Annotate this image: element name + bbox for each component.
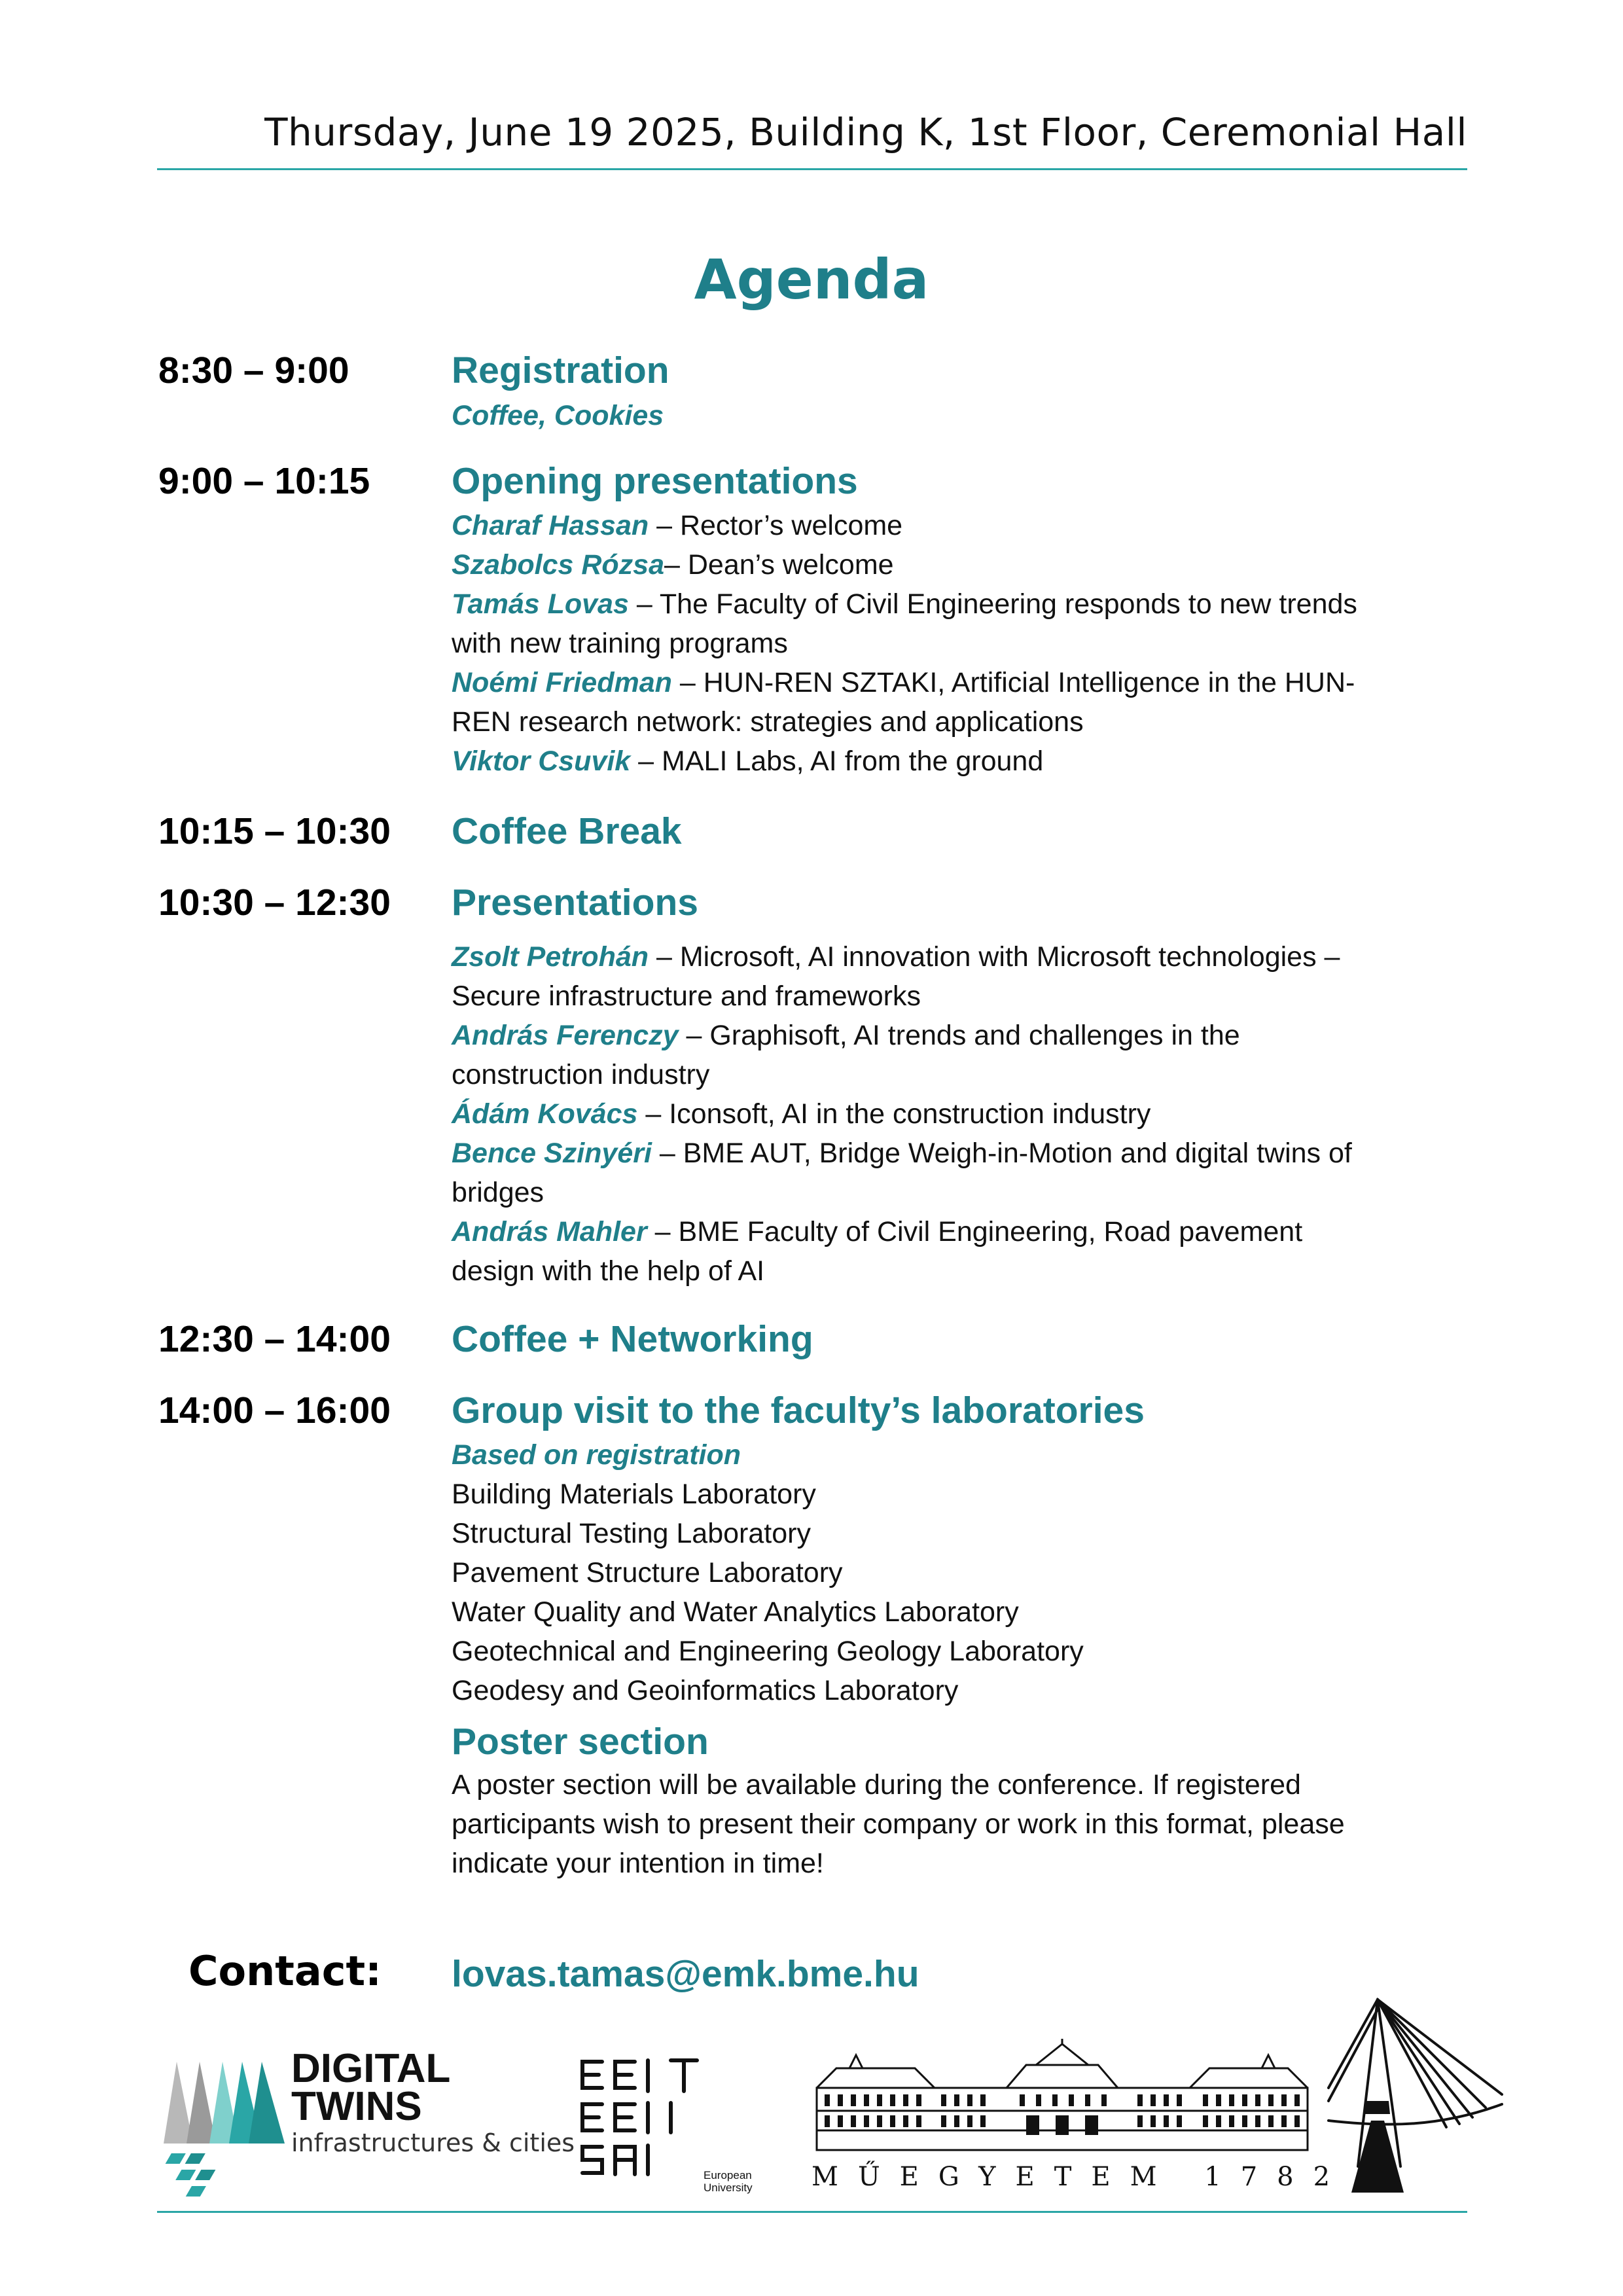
bridge-logo [1322,1996,1505,2206]
speaker-name: Tamás Lovas [452,588,629,620]
separator: – [649,941,680,973]
presentation-line [452,1134,1472,1173]
separator: – [649,510,680,541]
agenda-heading: Registration [452,350,669,391]
presentation-line [452,545,1472,584]
separator: – [637,1098,669,1130]
agenda-subtitle: Based on registration [452,1439,741,1471]
presentation-line [452,1094,1472,1134]
separator: – [678,1020,710,1051]
bridge-icon [1322,1996,1505,2206]
agenda-subtitle: Coffee, Cookies [452,400,664,431]
presentation-line [452,506,1472,545]
presentation-text: Graphisoft, AI trends and challenges in the [709,1020,1240,1051]
muegyetem-logo [810,2039,1350,2196]
presentation-text: BME Faculty of Civil Engineering, Road pavement [678,1216,1303,1247]
agenda-heading: Coffee Break [452,810,682,852]
laboratory-item: Structural Testing Laboratory [452,1518,811,1549]
agenda-time: 12:30 – 14:00 [158,1318,391,1360]
laboratory-item: Water Quality and Water Analytics Laboratory [452,1596,1019,1628]
digital-twins-logo [157,2042,575,2199]
agenda-heading: Presentations [452,882,698,924]
separator: – [647,1216,679,1247]
speaker-name: Bence Szinyéri [452,1138,652,1169]
agenda-heading: Opening presentations [452,460,858,502]
eelisa-caption-line1: European [704,2169,752,2181]
presentation-line [452,1212,1472,1251]
page-title: Agenda [694,247,929,312]
presentation-text: BME AUT, Bridge Weigh-in-Motion and digital twins of [683,1138,1352,1169]
poster-text [452,1765,1472,1883]
agenda-heading: Coffee + Networking [452,1318,813,1360]
presentation-text: Dean’s welcome [687,549,894,581]
speaker-name: András Mahler [452,1216,647,1247]
agenda-details [452,396,1472,435]
presentation-text: Iconsoft, AI in the construction industry [669,1098,1151,1130]
digital-twins-line1: DIGITAL [291,2046,451,2091]
agenda-time: 9:00 – 10:15 [158,460,370,502]
separator: – [628,588,660,620]
presentation-line [452,937,1472,977]
eelisa-logo [576,2055,772,2199]
agenda-details [452,1435,1472,1710]
presentation-continuation: REN research network: strategies and applications [452,706,1084,738]
presentation-continuation: design with the help of AI [452,1255,765,1287]
speaker-name: Zsolt Petrohán [452,941,649,973]
header-divider [157,168,1467,170]
laboratory-item: Geotechnical and Engineering Geology Laboratory [452,1636,1084,1667]
agenda-details [452,506,1472,781]
separator: – [671,667,704,698]
digital-twins-line2: TWINS [291,2084,422,2129]
agenda-time: 10:15 – 10:30 [158,810,391,852]
laboratory-item: Building Materials Laboratory [452,1479,816,1510]
separator: – [664,549,688,581]
presentation-line [452,742,1472,781]
university-building-icon [810,2039,1314,2153]
digital-twins-wordmark [291,2046,451,2129]
presentation-text: MALI Labs, AI from the ground [662,745,1044,777]
presentation-line [452,663,1472,702]
presentation-continuation: with new training programs [452,628,788,659]
poster-line: participants wish to present their company or work in this format, please [452,1808,1345,1840]
speaker-name: Ádám Kovács [452,1098,638,1130]
laboratory-item: Pavement Structure Laboratory [452,1557,843,1588]
separator: – [630,745,662,777]
footer-divider [157,2211,1467,2213]
presentation-line [452,1016,1472,1055]
agenda-heading: Group visit to the faculty’s laboratories [452,1390,1145,1431]
presentation-continuation: Secure infrastructure and frameworks [452,980,921,1012]
eelisa-caption [704,2169,753,2194]
presentation-continuation: construction industry [452,1059,710,1090]
speaker-name: András Ferenczy [452,1020,679,1051]
eelisa-mark-icon [576,2055,707,2193]
agenda-time: 10:30 – 12:30 [158,882,391,924]
eelisa-caption-line2: University [704,2181,753,2194]
presentation-text: Microsoft, AI innovation with Microsoft technologies – [679,941,1340,973]
presentation-line [452,584,1472,624]
event-info: Thursday, June 19 2025, Building K, 1st Floor, Ceremonial Hall [264,110,1467,154]
speaker-name: Szabolcs Rózsa [452,549,664,581]
presentation-text: Rector’s welcome [679,510,903,541]
muegyetem-caption: MŰEGYETEM 1782 [812,2162,1350,2192]
poster-heading: Poster section [452,1721,709,1763]
speaker-name: Noémi Friedman [452,667,672,698]
digital-twins-mark-icon [157,2042,294,2199]
digital-twins-tagline: infrastructures & cities [291,2128,575,2157]
agenda-time: 14:00 – 16:00 [158,1390,391,1431]
laboratory-item: Geodesy and Geoinformatics Laboratory [452,1675,959,1706]
separator: – [651,1138,683,1169]
agenda-time: 8:30 – 9:00 [158,350,349,391]
speaker-name: Viktor Csuvik [452,745,631,777]
agenda-details [452,937,1472,1291]
contact-email-link[interactable]: lovas.tamas@emk.bme.hu [452,1953,919,1995]
poster-line: A poster section will be available during the conference. If registered [452,1769,1301,1801]
contact-label: Contact: [188,1947,382,1995]
presentation-text: HUN-REN SZTAKI, Artificial Intelligence in the HUN- [703,667,1355,698]
poster-line: indicate your intention in time! [452,1848,824,1879]
presentation-text: The Faculty of Civil Engineering responds to new trends [659,588,1357,620]
presentation-continuation: bridges [452,1177,544,1208]
speaker-name: Charaf Hassan [452,510,649,541]
